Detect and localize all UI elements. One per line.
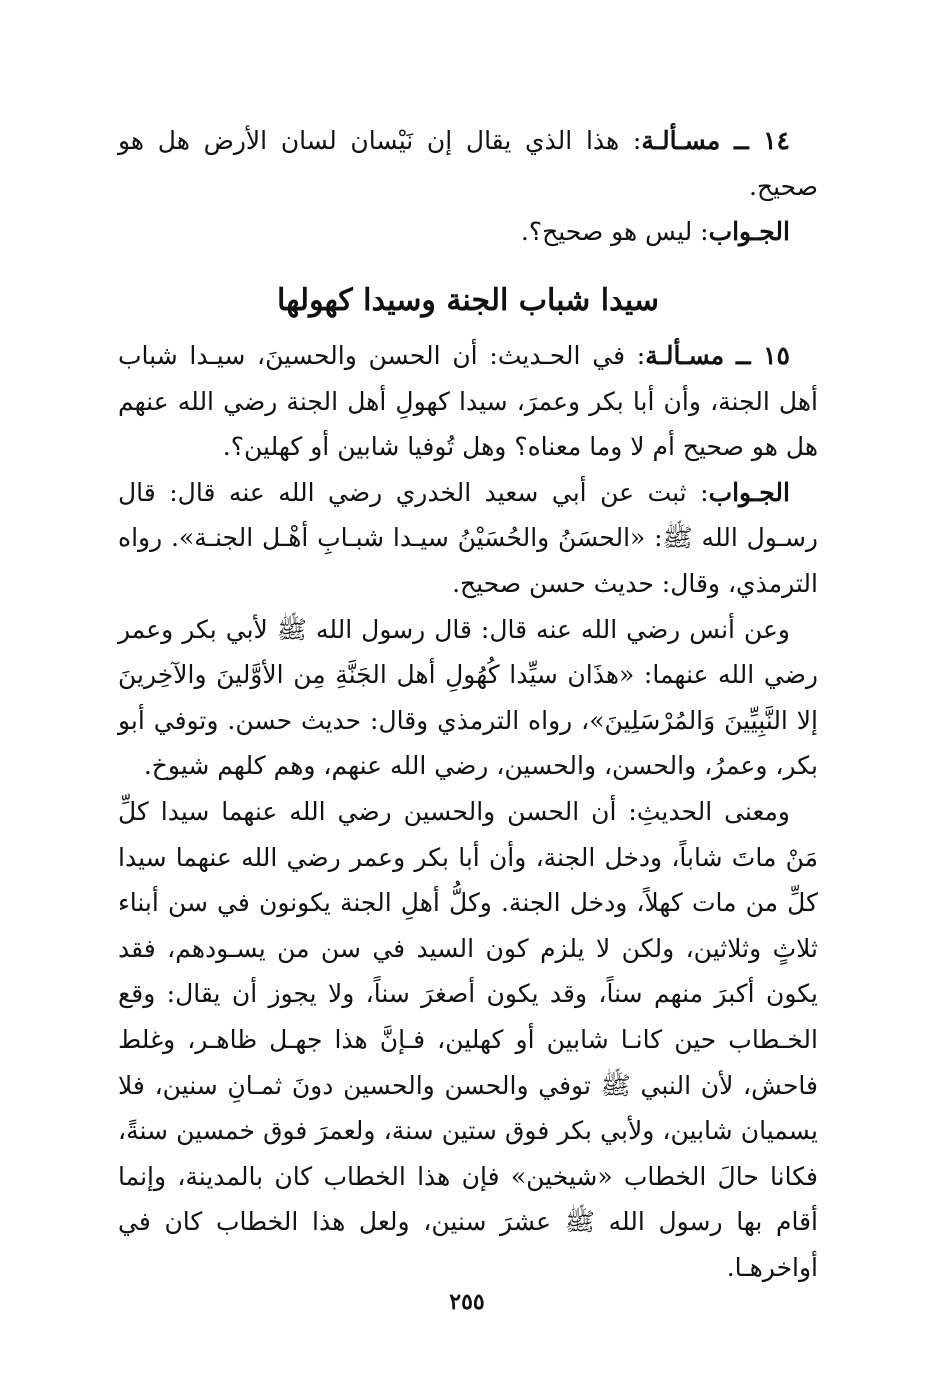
answer-14 bbox=[118, 209, 818, 255]
question-15 bbox=[118, 333, 818, 470]
question-14-label: مسـألـة bbox=[641, 126, 721, 155]
question-14 bbox=[118, 118, 818, 209]
question-15-text: : في الحـديث: أن الحسن والحسينَ، سيـدا شباب أهل الجنة، وأن أبا بكر وعمرَ، سيدا كهولِ أهل الجنة رضي الله عنهم هل هو صحيح أم لا وما معناه؟ وهل تُوفيا شابين أو كهلين؟. bbox=[118, 341, 818, 462]
answer-15 bbox=[118, 470, 818, 607]
question-14-number: ١٤ ــ bbox=[734, 126, 790, 155]
answer-14-text: : ليس هو صحيح؟. bbox=[520, 217, 709, 247]
answer-15-label: الجـواب bbox=[708, 477, 790, 507]
answer-15-text: : ثبت عن أبي سعيد الخدري رضي الله عنه قال: قال رسـول الله ﷺ: «الحسَنُ والحُسَيْنُ سيـدا شبـابِ أهْـل الجنـة». رواه الترمذي، وقال: حديث حسن صحيح. bbox=[118, 477, 818, 598]
page-number: ٢٥٥ bbox=[449, 1289, 485, 1315]
question-15-number: ١٥ ــ bbox=[735, 341, 790, 370]
answer-14-label: الجـواب bbox=[708, 217, 790, 247]
paragraph-anas: وعن أنس رضي الله عنه قال: قال رسول الله ﷺ لأبي بكر وعمر رضي الله عنهما: «هذَان سيِّدا كُهُولِ أهل الجَنَّةِ مِن الأوَّلينَ والآخِرينَ إلا النَّبِيِّينَ وَالمُرْسَلِينَ»، رواه الترمذي وقال: حديث حسن. وتوفي أبو بكر، وعمرُ، والحسن، والحسين، رضي الله عنهم، وهم كلهم شيوخ. bbox=[118, 614, 818, 781]
question-14-text: : هذا الذي يقال إن نَيْسان لسان الأرض هل هو صحيح. bbox=[118, 126, 818, 201]
question-14-block bbox=[118, 118, 818, 255]
section-heading: سيدا شباب الجنة وسيدا كهولها bbox=[276, 283, 660, 318]
paragraph-meaning: ومعنى الحديثِ: أن الحسن والحسين رضي الله عنهما سيدا كلِّ مَنْ ماتَ شاباً، ودخل الجنة، وأن أبا بكر وعمر رضي الله عنهما سيدا كلِّ من مات كهلاً، ودخل الجنة. وكلُّ أهلِ الجنة يكونون في سن أبناء ثلاثٍ وثلاثين، ولكن لا يلزم كون السيد في سن من يسـودهم، فقد يكون أكبرَ منهم سناً، وقد يكون أصغرَ سناً، ولا يجوز أن يقال: وقع الخـطاب حين كانـا شابين أو كهلين، فـإنَّ هذا جهـل ظاهـر، وغلط فاحش، لأن النبي ﷺ توفي والحسن والحسين دونَ ثمـانِ سنين، فلا يسميان شابين، ولأبي بكر فوق ستين سنة، ولعمرَ فوق خمسين سنةً، فكانا حالَ الخطاب «شيخين» فإن هذا الخطاب كان بالمدينة، وإنما أقام بها رسول الله ﷺ عشرَ سنين، ولعل هذا الخطاب كان في أواخرهـا. bbox=[118, 796, 818, 1282]
question-15-label: مسـألـة bbox=[645, 341, 725, 370]
main-text-block bbox=[118, 333, 818, 1290]
